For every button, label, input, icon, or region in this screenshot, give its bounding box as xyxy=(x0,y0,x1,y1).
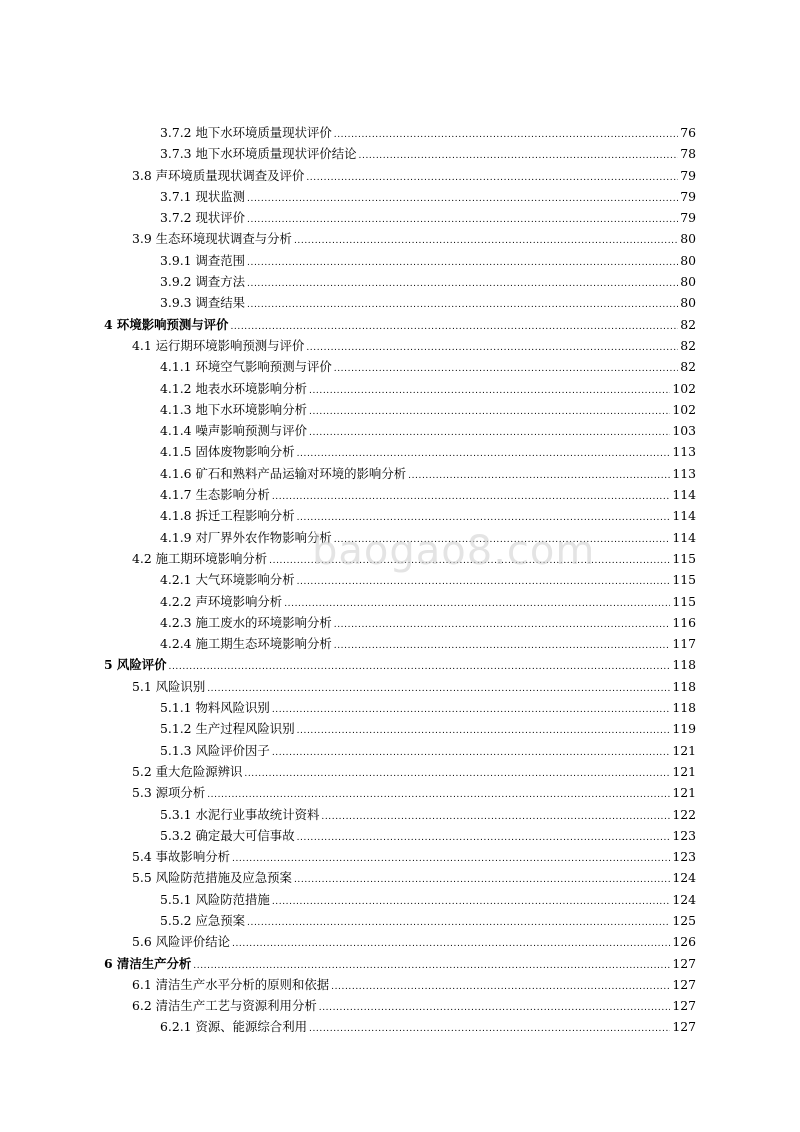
toc-entry[interactable] xyxy=(104,271,696,292)
toc-entry[interactable] xyxy=(104,228,696,249)
toc-entry-page-number: 124 xyxy=(672,891,696,907)
toc-entry-title: 4.1.3 地下水环境影响分析 xyxy=(160,401,307,417)
toc-entry-page-number: 121 xyxy=(672,742,696,758)
toc-entry-title: 5.1 风险识别 xyxy=(132,678,206,694)
toc-entry-title: 4.1.5 固体废物影响分析 xyxy=(160,444,295,460)
toc-entry-title: 4.1.9 对厂界外农作物影响分析 xyxy=(160,529,332,545)
toc-entry[interactable] xyxy=(104,974,696,995)
toc-entry-title: 3.9.2 调查方法 xyxy=(160,274,246,290)
toc-entry-page-number: 76 xyxy=(680,125,696,140)
toc-entry[interactable] xyxy=(104,718,696,739)
toc-entry[interactable] xyxy=(104,484,696,505)
toc-entry-page-number: 116 xyxy=(672,614,696,630)
toc-entry-page-number: 79 xyxy=(680,167,696,183)
toc-entry[interactable] xyxy=(104,122,696,143)
toc-entry-title: 5.3.1 水泥行业事故统计资料 xyxy=(160,806,320,822)
toc-entry[interactable] xyxy=(104,143,696,164)
toc-entry-title: 6.2 清洁生产工艺与资源利用分析 xyxy=(132,998,317,1014)
toc-entry-title: 3.9 生态环境现状调查与分析 xyxy=(132,231,292,247)
toc-entry-title: 4.2.2 声环境影响分析 xyxy=(160,593,283,609)
toc-entry-title: 3.7.1 现状监测 xyxy=(160,188,246,204)
toc-entry-title: 5.4 事故影响分析 xyxy=(132,849,230,865)
toc-entry[interactable] xyxy=(104,441,696,462)
toc-entry-page-number: 125 xyxy=(672,912,696,928)
toc-entry[interactable] xyxy=(104,931,696,952)
table-of-contents xyxy=(104,122,696,1038)
toc-entry-page-number: 118 xyxy=(672,700,696,716)
toc-entry-page-number: 121 xyxy=(672,785,696,801)
toc-entry[interactable] xyxy=(104,207,696,228)
toc-entry-page-number: 122 xyxy=(672,806,696,822)
toc-entry[interactable] xyxy=(104,420,696,441)
toc-entry[interactable] xyxy=(104,825,696,846)
toc-entry-title: 5 风险评价 xyxy=(104,657,167,673)
toc-entry-title: 3.7.2 现状评价 xyxy=(160,210,246,226)
toc-entry-page-number: 126 xyxy=(672,934,696,950)
toc-entry-title: 4.1.2 地表水环境影响分析 xyxy=(160,380,307,396)
toc-entry[interactable] xyxy=(104,165,696,186)
toc-entry[interactable] xyxy=(104,654,696,675)
toc-entry-page-number: 123 xyxy=(672,827,696,843)
toc-entry-page-number: 127 xyxy=(672,1019,696,1035)
toc-entry[interactable] xyxy=(104,804,696,825)
toc-entry-page-number: 115 xyxy=(672,550,696,566)
toc-entry[interactable] xyxy=(104,314,696,335)
toc-entry-page-number: 79 xyxy=(680,188,696,204)
toc-entry-title: 4.2.1 大气环境影响分析 xyxy=(160,572,295,588)
toc-entry-title: 3.9.1 调查范围 xyxy=(160,252,246,268)
toc-entry-page-number: 121 xyxy=(672,763,696,779)
toc-entry-page-number: 82 xyxy=(680,337,696,353)
toc-entry[interactable] xyxy=(104,761,696,782)
toc-entry-title: 4.2 施工期环境影响分析 xyxy=(132,550,268,566)
toc-entry[interactable] xyxy=(104,1016,696,1037)
toc-entry-title: 6 清洁生产分析 xyxy=(104,955,192,971)
toc-entry-page-number: 114 xyxy=(672,508,696,524)
toc-entry-page-number: 127 xyxy=(672,955,696,971)
toc-entry-title: 4.1 运行期环境影响预测与评价 xyxy=(132,337,305,353)
toc-entry-title: 5.3.2 确定最大可信事故 xyxy=(160,827,295,843)
toc-entry[interactable] xyxy=(104,612,696,633)
toc-entry[interactable] xyxy=(104,292,696,313)
toc-entry-title: 5.1.3 风险评价因子 xyxy=(160,742,270,758)
toc-entry-title: 3.9.3 调查结果 xyxy=(160,295,246,311)
toc-entry[interactable] xyxy=(104,378,696,399)
toc-entry-page-number: 80 xyxy=(680,295,696,311)
toc-entry-title: 5.1.1 物料风险识别 xyxy=(160,700,270,716)
toc-entry-page-number: 124 xyxy=(672,870,696,886)
toc-entry-title: 5.2 重大危险源辨识 xyxy=(132,763,243,779)
toc-entry-page-number: 115 xyxy=(672,572,696,588)
toc-entry-page-number: 103 xyxy=(672,423,696,439)
toc-entry[interactable] xyxy=(104,569,696,590)
toc-entry[interactable] xyxy=(104,953,696,974)
toc-entry[interactable] xyxy=(104,633,696,654)
toc-entry-title: 4.2.4 施工期生态环境影响分析 xyxy=(160,636,332,652)
toc-entry[interactable] xyxy=(104,527,696,548)
toc-entry-title: 5.5 风险防范措施及应急预案 xyxy=(132,870,292,886)
toc-entry-page-number: 123 xyxy=(672,849,696,865)
toc-entry-page-number: 119 xyxy=(672,721,696,737)
toc-entry-page-number: 115 xyxy=(672,593,696,609)
toc-entry-page-number: 114 xyxy=(672,487,696,503)
toc-entry-page-number: 78 xyxy=(680,146,696,162)
toc-entry-page-number: 82 xyxy=(680,316,696,332)
toc-entry[interactable] xyxy=(104,782,696,803)
toc-entry-title: 4 环境影响预测与评价 xyxy=(104,316,229,332)
toc-entry[interactable] xyxy=(104,697,696,718)
toc-entry-title: 5.3 源项分析 xyxy=(132,785,206,801)
toc-entry[interactable] xyxy=(104,548,696,569)
toc-entry[interactable] xyxy=(104,250,696,271)
toc-entry-title: 5.5.1 风险防范措施 xyxy=(160,891,270,907)
toc-entry-page-number: 113 xyxy=(672,444,696,460)
toc-entry[interactable] xyxy=(104,591,696,612)
toc-entry-page-number: 79 xyxy=(680,210,696,226)
toc-entry-title: 4.1.8 拆迁工程影响分析 xyxy=(160,508,295,524)
toc-entry-page-number: 82 xyxy=(680,359,696,375)
watermark: baogao8.com xyxy=(312,528,596,574)
toc-entry[interactable] xyxy=(104,910,696,931)
toc-entry[interactable] xyxy=(104,505,696,526)
toc-entry-page-number: 102 xyxy=(672,401,696,417)
toc-entry-title: 4.1.1 环境空气影响预测与评价 xyxy=(160,359,332,375)
toc-entry-title: 4.2.3 施工废水的环境影响分析 xyxy=(160,614,332,630)
toc-entry-page-number: 118 xyxy=(672,678,696,694)
toc-entry[interactable] xyxy=(104,356,696,377)
toc-entry-page-number: 80 xyxy=(680,231,696,247)
toc-entry[interactable] xyxy=(104,335,696,356)
toc-entry[interactable] xyxy=(104,867,696,888)
toc-entry-page-number: 80 xyxy=(680,252,696,268)
toc-entry[interactable] xyxy=(104,399,696,420)
toc-entry-page-number: 117 xyxy=(672,636,696,652)
toc-entry[interactable] xyxy=(104,186,696,207)
toc-entry-title: 5.1.2 生产过程风险识别 xyxy=(160,721,295,737)
toc-entry-title: 3.7.2 地下水环境质量现状评价 xyxy=(160,125,332,140)
toc-entry-title: 4.1.6 矿石和熟料产品运输对环境的影响分析 xyxy=(160,465,407,481)
toc-entry-title: 6.1 清洁生产水平分析的原则和依据 xyxy=(132,976,330,992)
toc-entry-title: 3.7.3 地下水环境质量现状评价结论 xyxy=(160,146,357,162)
toc-entry-page-number: 118 xyxy=(672,657,696,673)
toc-entry[interactable] xyxy=(104,463,696,484)
toc-entry-title: 5.5.2 应急预案 xyxy=(160,912,246,928)
toc-entry-page-number: 80 xyxy=(680,274,696,290)
toc-entry-title: 6.2.1 资源、能源综合利用 xyxy=(160,1019,307,1035)
toc-entry[interactable] xyxy=(104,889,696,910)
toc-entry-title: 3.8 声环境质量现状调查及评价 xyxy=(132,167,305,183)
toc-dot-leader xyxy=(309,1019,670,1040)
toc-entry-page-number: 114 xyxy=(672,529,696,545)
toc-entry-page-number: 102 xyxy=(672,380,696,396)
toc-entry-page-number: 127 xyxy=(672,998,696,1014)
toc-entry[interactable] xyxy=(104,995,696,1016)
toc-entry[interactable] xyxy=(104,740,696,761)
toc-entry[interactable] xyxy=(104,846,696,867)
toc-entry-title: 5.6 风险评价结论 xyxy=(132,934,230,950)
toc-entry-page-number: 127 xyxy=(672,976,696,992)
toc-entry[interactable] xyxy=(104,676,696,697)
toc-entry-title: 4.1.7 生态影响分析 xyxy=(160,487,270,503)
toc-entry-title: 4.1.4 噪声影响预测与评价 xyxy=(160,423,307,439)
toc-entry-page-number: 113 xyxy=(672,465,696,481)
